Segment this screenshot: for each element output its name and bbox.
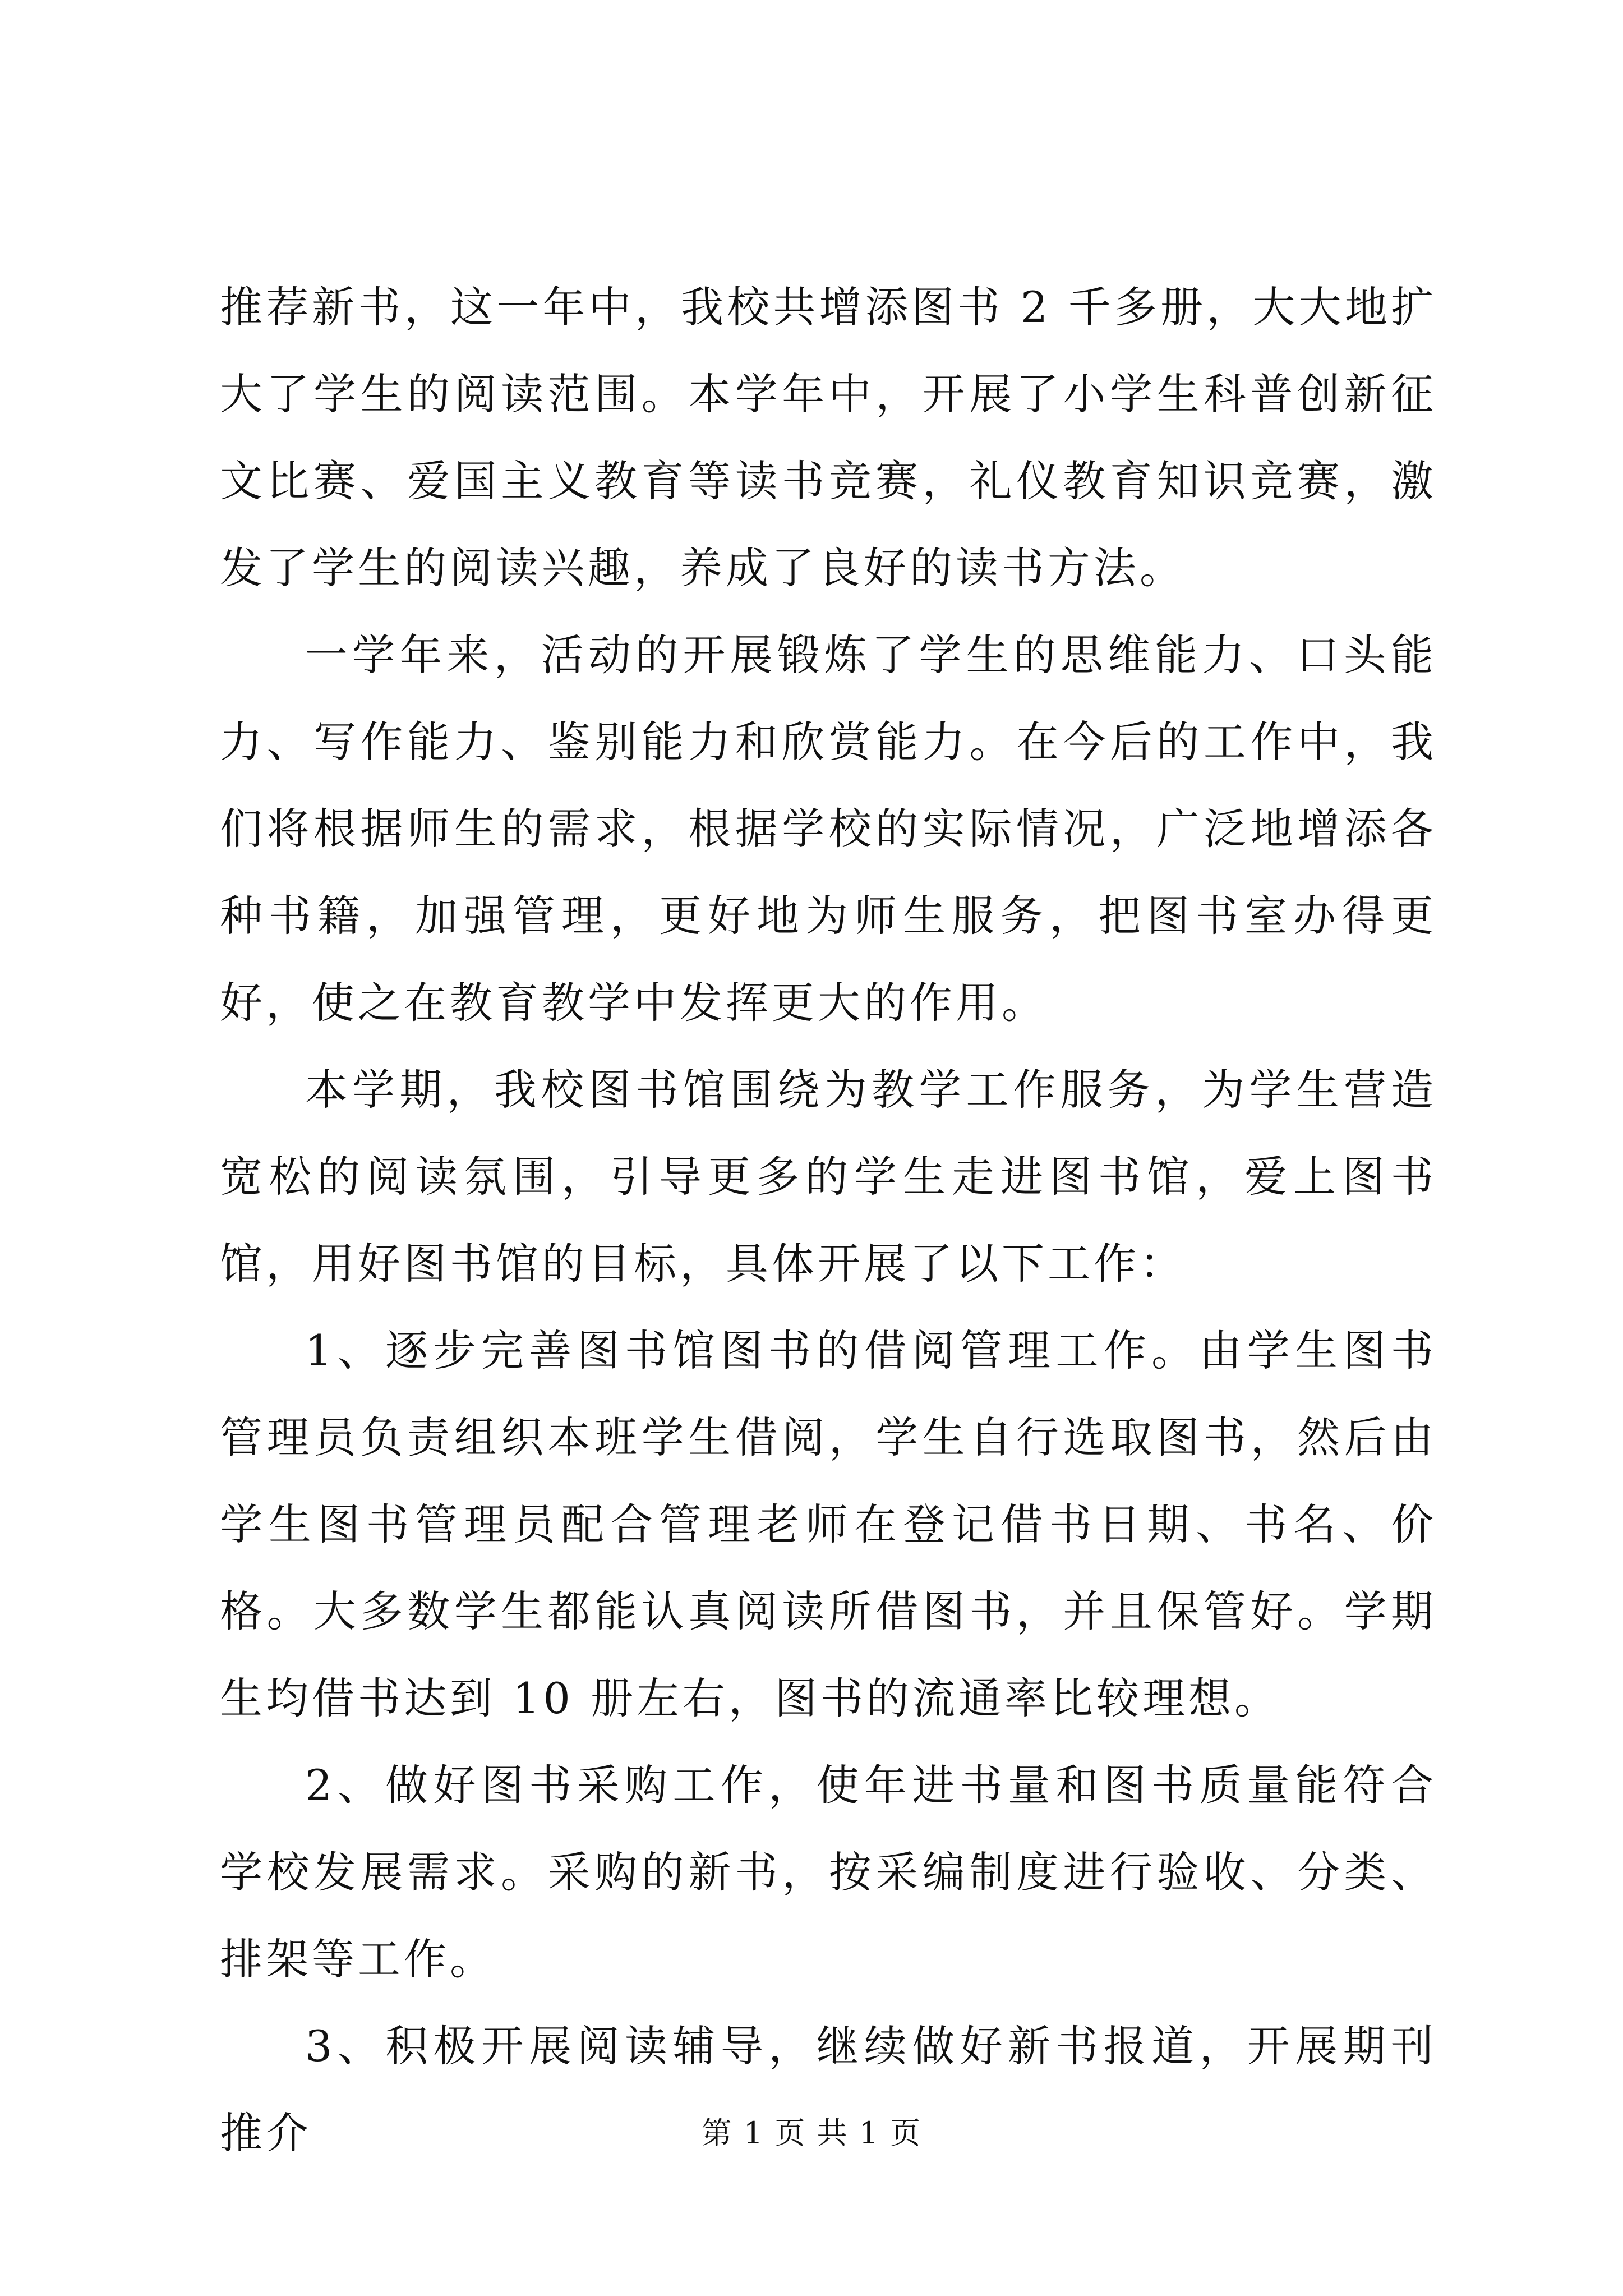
paragraph-3: 本学期，我校图书馆围绕为教学工作服务，为学生营造宽松的阅读氛围，引导更多的学生走进图书馆，爱上图书馆，用好图书馆的目标，具体开展了以下工作： xyxy=(220,1065,1437,1289)
paragraph-1: 推荐新书，这一年中，我校共增添图书 2 千多册，大大地扩大了学生的阅读范围。本学年中，开展了小学生科普创新征文比赛、爱国主义教育等读书竞赛，礼仪教育知识竞赛，激发了学生的阅读兴趣，养成了良好的读书方法。 xyxy=(220,282,1437,593)
page-footer: 第 1 页 共 1 页 xyxy=(701,2115,922,2151)
paragraph-5: 2、做好图书采购工作，使年进书量和图书质量能符合学校发展需求。采购的新书，按采编制度进行验收、分类、排架等工作。 xyxy=(220,1760,1437,1984)
paragraph-2: 一学年来，活动的开展锻炼了学生的思维能力、口头能力、写作能力、鉴别能力和欣赏能力。在今后的工作中，我们将根据师生的需求，根据学校的实际情况，广泛地增添各种书籍，加强管理，更好地为师生服务，把图书室办得更好，使之在教育教学中发挥更大的作用。 xyxy=(220,630,1437,1028)
document-body xyxy=(220,264,1437,2177)
paragraph-6: 3、积极开展阅读辅导，继续做好新书报道，开展期刊推介 xyxy=(220,2021,1437,2158)
paragraph-4: 1、逐步完善图书馆图书的借阅管理工作。由学生图书管理员负责组织本班学生借阅，学生自行选取图书，然后由学生图书管理员配合管理老师在登记借书日期、书名、价格。大多数学生都能认真阅读所借图书，并且保管好。学期生均借书达到 10 册左右，图书的流通率比较理想。 xyxy=(220,1326,1437,1723)
